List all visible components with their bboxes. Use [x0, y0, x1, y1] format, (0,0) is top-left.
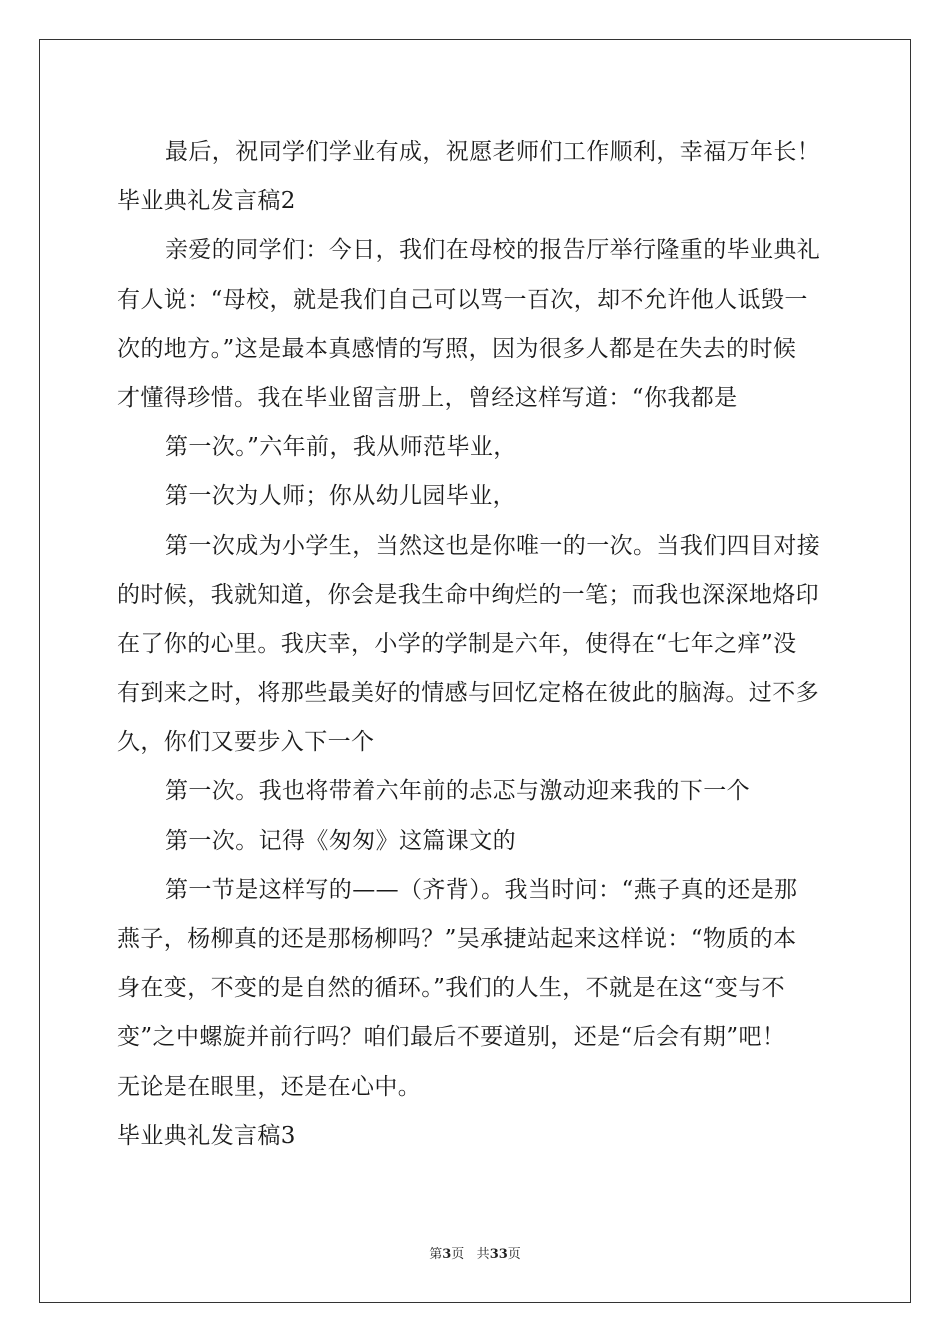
footer-total-suffix: 页 — [507, 1247, 521, 1262]
page-footer — [0, 1243, 950, 1262]
text-line: 身在变，不变的是自然的循环。”我们的人生，不就是在这“变与不 — [117, 975, 786, 1002]
text-line: 才懂得珍惜。我在毕业留言册上，曾经这样写道：“你我都是 — [117, 384, 738, 411]
text-line: 燕子，杨柳真的还是那杨柳吗？”吴承捷站起来这样说：“物质的本 — [117, 926, 797, 952]
text-line: 第一次。我也将带着六年前的忐忑与激动迎来我的下一个 — [165, 778, 750, 805]
text-line: 第一次成为小学生，当然这也是你唯一的一次。当我们四目对接 — [165, 532, 821, 559]
section-heading: 毕业典礼发言稿3 — [117, 1122, 296, 1149]
footer-page-number: 3 — [442, 1247, 452, 1262]
text-line: 第一次。”六年前，我从师范毕业， — [165, 434, 517, 461]
footer-page-prefix: 第 — [429, 1247, 443, 1262]
document-body — [117, 128, 833, 1161]
text-line: 最后，祝同学们学业有成，祝愿老师们工作顺利，幸福万年长！ — [165, 139, 821, 165]
text-line: 变”之中螺旋并前行吗？咱们最后不要道别，还是“后会有期”吧！ — [117, 1024, 786, 1051]
text-line: 无论是在眼里，还是在心中。 — [117, 1073, 422, 1100]
text-line: 亲爱的同学们：今日，我们在母校的报告厅举行隆重的毕业典礼 — [165, 237, 821, 264]
section-heading: 毕业典礼发言稿2 — [117, 188, 296, 215]
text-line: 次的地方。”这是最本真感情的写照，因为很多人都是在失去的时候 — [117, 335, 797, 362]
text-line: 久，你们又要步入下一个 — [117, 729, 375, 756]
footer-page-suffix: 页 — [451, 1247, 465, 1262]
footer-total-number: 33 — [489, 1247, 508, 1262]
text-line: 在了你的心里。我庆幸，小学的学制是六年，使得在“七年之痒”没 — [117, 630, 797, 657]
text-line: 有人说：“母校，就是我们自己可以骂一百次，却不允许他人诋毁一 — [117, 286, 808, 313]
text-line: 第一节是这样写的——（齐背）。我当时问：“燕子真的还是那 — [165, 876, 798, 903]
text-line: 有到来之时，将那些最美好的情感与回忆定格在彼此的脑海。过不多 — [117, 680, 819, 707]
footer-total-prefix: 共 — [476, 1247, 490, 1262]
text-line: 的时候，我就知道，你会是我生命中绚烂的一笔；而我也深深地烙印 — [117, 581, 819, 608]
text-line: 第一次。记得《匆匆》这篇课文的 — [165, 827, 516, 854]
text-line: 第一次为人师；你从幼儿园毕业， — [165, 483, 516, 510]
